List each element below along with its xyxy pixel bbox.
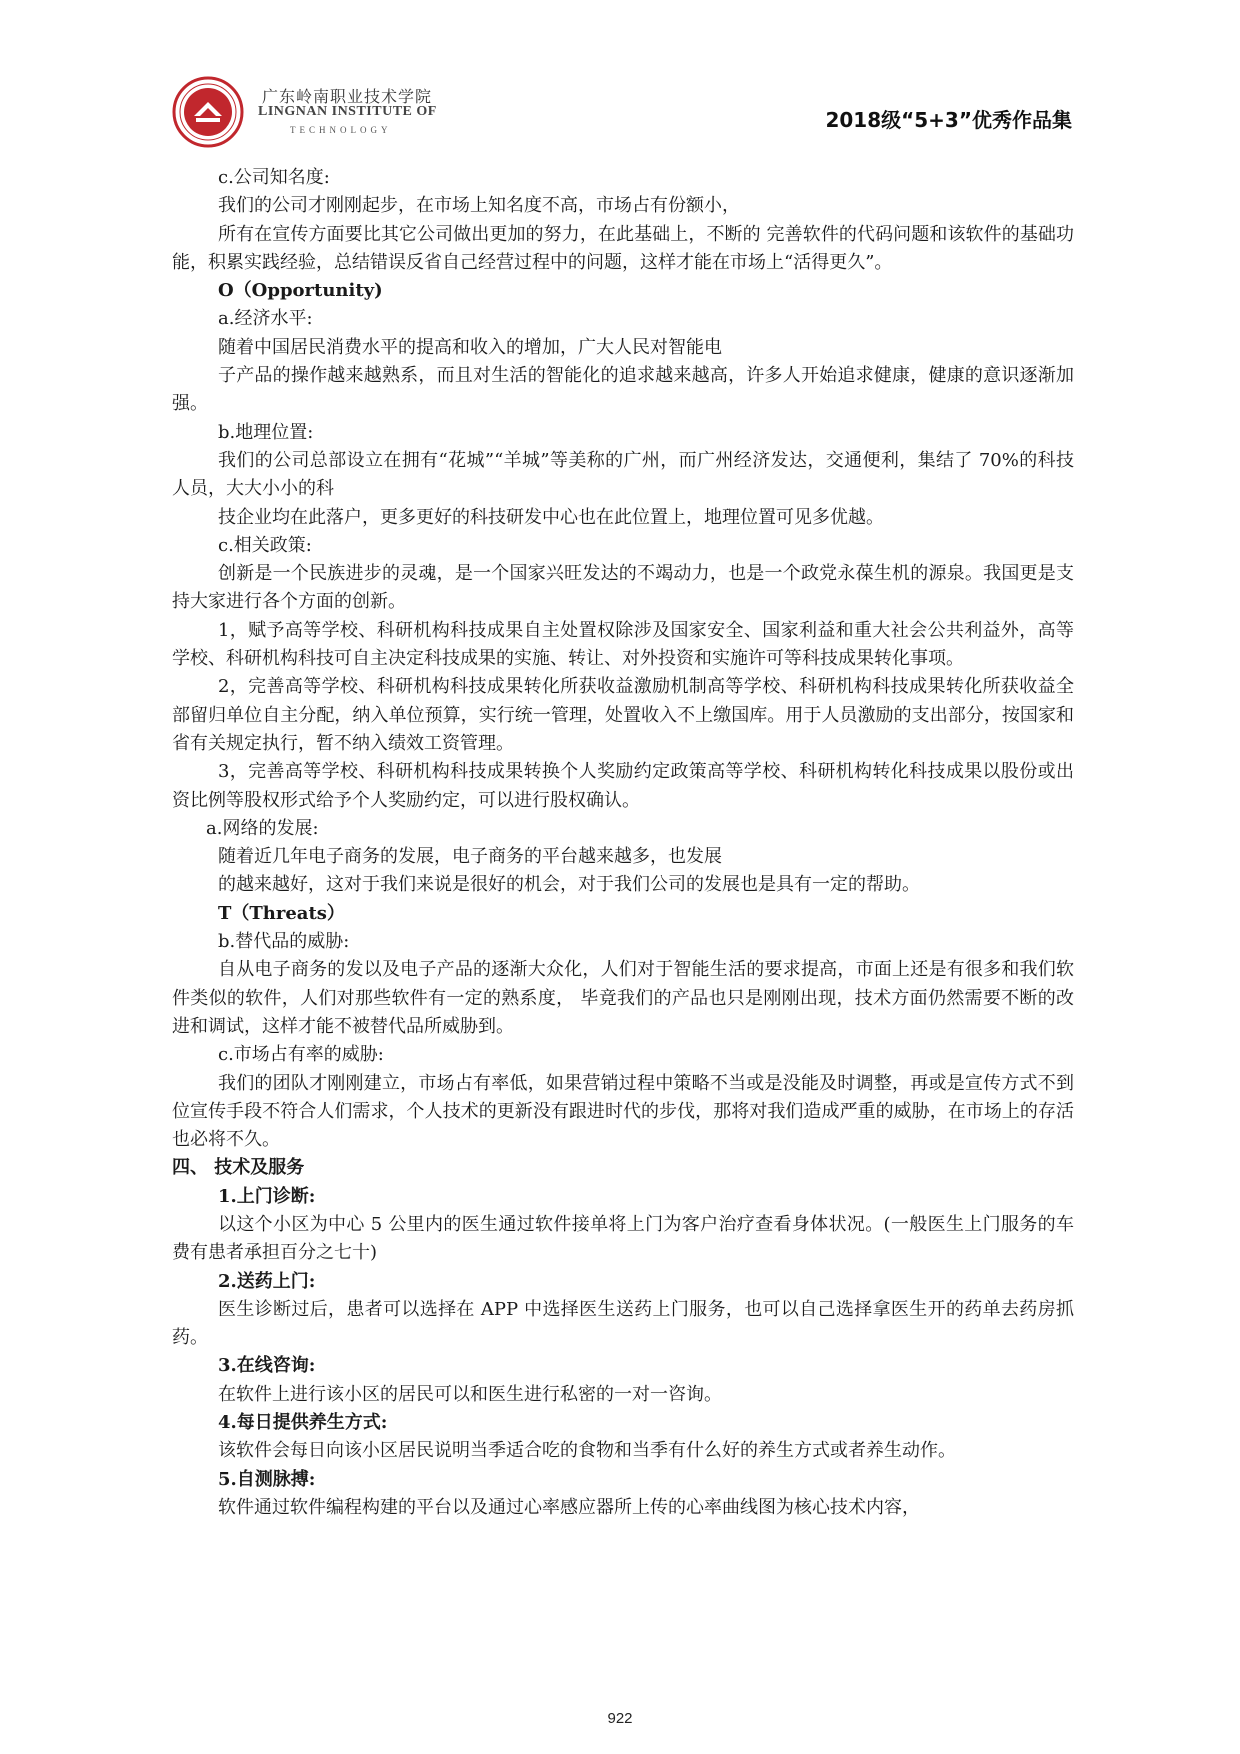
paragraph: c.市场占有率的威胁: xyxy=(218,1044,384,1066)
school-logo-icon xyxy=(172,76,244,148)
section-heading: 5.自测脉搏: xyxy=(218,1468,316,1490)
paragraph: 我们的公司才刚刚起步，在市场上知名度不高，市场占有份额小， xyxy=(218,195,740,217)
page-header xyxy=(0,0,1240,160)
paragraph: b.地理位置: xyxy=(218,421,314,443)
paragraph: b.替代品的威胁: xyxy=(218,931,350,953)
paragraph: a.网络的发展: xyxy=(206,817,319,839)
paragraph: 2，完善高等学校、科研机构科技成果转化所获收益激励机制高等学校、科研机构科技成果转化所获收益全部留归单位自主分配，纳入单位预算，实行统一管理，处置收入不上缴国库。用于人员激励的支出部分，按国家和省有关规定执行，暂不纳入绩效工资管理。 xyxy=(172,676,1074,754)
section-heading: 1.上门诊断: xyxy=(218,1185,316,1207)
series-title: 2018级“5+3”优秀作品集 xyxy=(825,108,1072,132)
paragraph: 的越来越好，这对于我们来说是很好的机会，对于我们公司的发展也是具有一定的帮助。 xyxy=(218,874,920,896)
paragraph: 自从电子商务的发以及电子产品的逐渐大众化，人们对于智能生活的要求提高，市面上还是有很多和我们软件类似的软件，人们对那些软件有一定的熟系度， 毕竟我们的产品也只是刚刚出现，技术方面仍然需要不断的改进和调试，这样才能不被替代品所威胁到。 xyxy=(172,959,1074,1037)
paragraph: 我们的公司总部设立在拥有“花城”“羊城”等美称的广州，而广州经济发达，交通便利，集结了 70%的科技人员，大大小小的科 xyxy=(172,449,1074,500)
paragraph: 创新是一个民族进步的灵魂，是一个国家兴旺发达的不竭动力，也是一个政党永葆生机的源泉。我国更是支持大家进行各个方面的创新。 xyxy=(172,563,1074,613)
school-name-en: LINGNAN INSTITUTE OF xyxy=(258,104,437,119)
paragraph: 技企业均在此落户，更多更好的科技研发中心也在此位置上，地理位置可见多优越。 xyxy=(218,506,884,528)
paragraph: 医生诊断过后，患者可以选择在 APP 中选择医生送药上门服务，也可以自己选择拿医生开的药单去药房抓药。 xyxy=(172,1298,1074,1349)
document-body xyxy=(172,164,1074,1522)
section-heading: 四、 技术及服务 xyxy=(172,1157,305,1179)
paragraph: 子产品的操作越来越熟系，而且对生活的智能化的追求越来越高，许多人开始追求健康，健康的意识逐渐加强。 xyxy=(172,365,1074,415)
paragraph: 3，完善高等学校、科研机构科技成果转换个人奖励约定政策高等学校、科研机构转化科技成果以股份或出资比例等股权形式给予个人奖励约定，可以进行股权确认。 xyxy=(172,761,1074,811)
paragraph: 在软件上进行该小区的居民可以和医生进行私密的一对一咨询。 xyxy=(218,1383,722,1405)
section-heading: T（Threats） xyxy=(218,902,345,924)
paragraph: 软件通过软件编程构建的平台以及通过心率感应器所上传的心率曲线图为核心技术内容， xyxy=(218,1496,920,1518)
paragraph: c.公司知名度: xyxy=(218,167,330,188)
paragraph: 随着近几年电子商务的发展，电子商务的平台越来越多，也发展 xyxy=(218,846,722,868)
section-heading: 4.每日提供养生方式: xyxy=(218,1412,388,1434)
paragraph: 随着中国居民消费水平的提高和收入的增加，广大人民对智能电 xyxy=(218,336,722,358)
paragraph: 所有在宣传方面要比其它公司做出更加的努力，在此基础上，不断的 完善软件的代码问题和该软件的基础功能，积累实践经验，总结错误反省自己经营过程中的问题，这样才能在市场上“活得更久”。 xyxy=(172,223,1074,273)
paragraph: 以这个小区为中心 5 公里内的医生通过软件接单将上门为客户治疗查看身体状况。(一般医生上门服务的车费有患者承担百分之七十) xyxy=(172,1213,1074,1264)
section-heading: O（Opportunity) xyxy=(218,280,383,302)
paragraph: 1，赋予高等学校、科研机构科技成果自主处置权除涉及国家安全、国家利益和重大社会公共利益外，高等学校、科研机构科技可自主决定科技成果的实施、转让、对外投资和实施许可等科技成果转化事项。 xyxy=(172,619,1074,670)
school-name-cn: 广东岭南职业技术学院 xyxy=(262,87,433,106)
paragraph: 该软件会每日向该小区居民说明当季适合吃的食物和当季有什么好的养生方式或者养生动作。 xyxy=(218,1440,956,1462)
school-name-en-line2: TECHNOLOGY xyxy=(290,125,392,135)
page-number: 922 xyxy=(607,1710,633,1727)
paragraph: a.经济水平: xyxy=(218,308,313,330)
paragraph: 我们的团队才刚刚建立，市场占有率低，如果营销过程中策略不当或是没能及时调整，再或是宣传方式不到位宣传手段不符合人们需求，个人技术的更新没有跟进时代的步伐，那将对我们造成严重的威胁，在市场上的存活也必将不久。 xyxy=(172,1072,1074,1151)
section-heading: 2.送药上门: xyxy=(218,1270,316,1292)
section-heading: 3.在线咨询: xyxy=(218,1355,316,1377)
paragraph: c.相关政策: xyxy=(218,534,312,556)
